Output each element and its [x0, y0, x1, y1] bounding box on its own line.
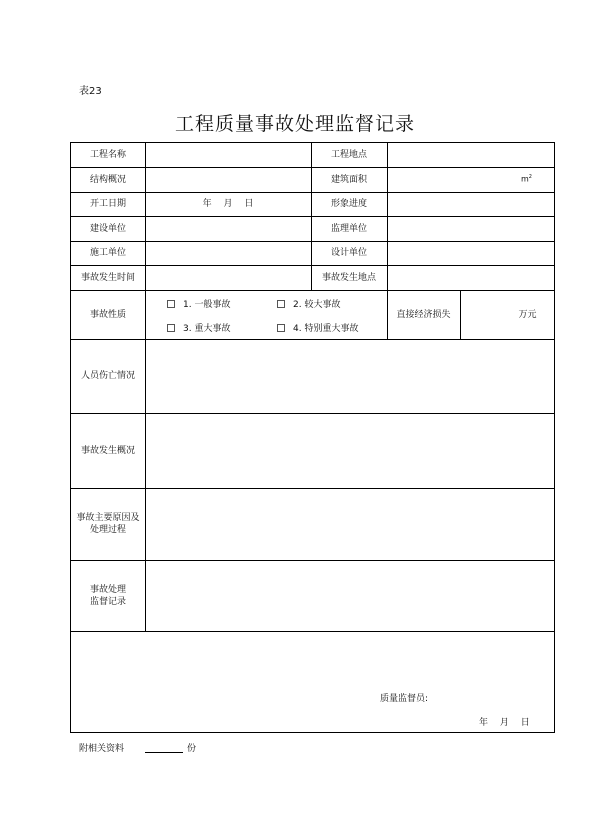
label-direct-loss: 直接经济损失: [396, 309, 451, 320]
page-title: 工程质量事故处理监督记录: [174, 113, 415, 135]
label-start-date: 开工日期: [89, 199, 126, 209]
loss-unit: 万元: [518, 309, 537, 320]
col-divider: [145, 143, 146, 339]
start-date-value: 年 月 日: [202, 199, 254, 209]
checkbox-icon[interactable]: [277, 300, 285, 308]
col-divider: [460, 290, 461, 339]
option-label: 3. 重大事故: [183, 324, 231, 334]
label-building-area: 建筑面积: [330, 174, 367, 185]
label-progress: 形象进度: [330, 199, 367, 209]
label-accident-nature: 事故性质: [89, 309, 126, 320]
checkbox-icon[interactable]: [277, 324, 285, 332]
label-construction-unit: 建设单位: [89, 223, 126, 234]
row-divider: [71, 631, 554, 632]
inspector-label: 质量监督员:: [380, 694, 429, 704]
label-builder-unit: 施工单位: [89, 248, 126, 258]
label-accident-place: 事故发生地点: [321, 272, 376, 283]
area-unit: $m^2$: [521, 174, 532, 184]
table-number: 表23: [79, 86, 102, 97]
attach-count-blank[interactable]: [145, 752, 183, 753]
label-accident-overview: 事故发生概况: [80, 445, 135, 456]
label-project-location: 工程地点: [330, 150, 367, 160]
checkbox-icon[interactable]: [167, 324, 175, 332]
checkbox-icon[interactable]: [167, 300, 175, 308]
copies-label: 份: [187, 744, 197, 754]
label-casualties: 人员伤亡情况: [80, 371, 135, 381]
label-design-unit: 设计单位: [330, 248, 367, 258]
record-form: [70, 142, 555, 733]
nature-option-2[interactable]: [277, 297, 340, 310]
nature-option-4[interactable]: [277, 321, 358, 334]
option-label: 2. 较大事故: [293, 300, 341, 310]
label-cause-process: 事故主要原因及 处理过程: [76, 513, 140, 535]
col-divider: [145, 339, 146, 631]
label-accident-time: 事故发生时间: [80, 272, 135, 283]
option-label: 4. 特别重大事故: [293, 324, 359, 334]
label-supervision-unit: 监理单位: [330, 223, 367, 234]
nature-option-1[interactable]: [167, 297, 230, 310]
nature-option-3[interactable]: [167, 321, 230, 334]
label-project-name: 工程名称: [89, 150, 126, 160]
label-structure: 结构概况: [89, 174, 126, 185]
sign-date: 年 月 日: [479, 718, 530, 728]
label-supervision-record: 事故处理 监督记录: [89, 584, 126, 607]
attach-label: 附相关资料: [79, 744, 125, 754]
option-label: 1. 一般事故: [183, 300, 231, 310]
